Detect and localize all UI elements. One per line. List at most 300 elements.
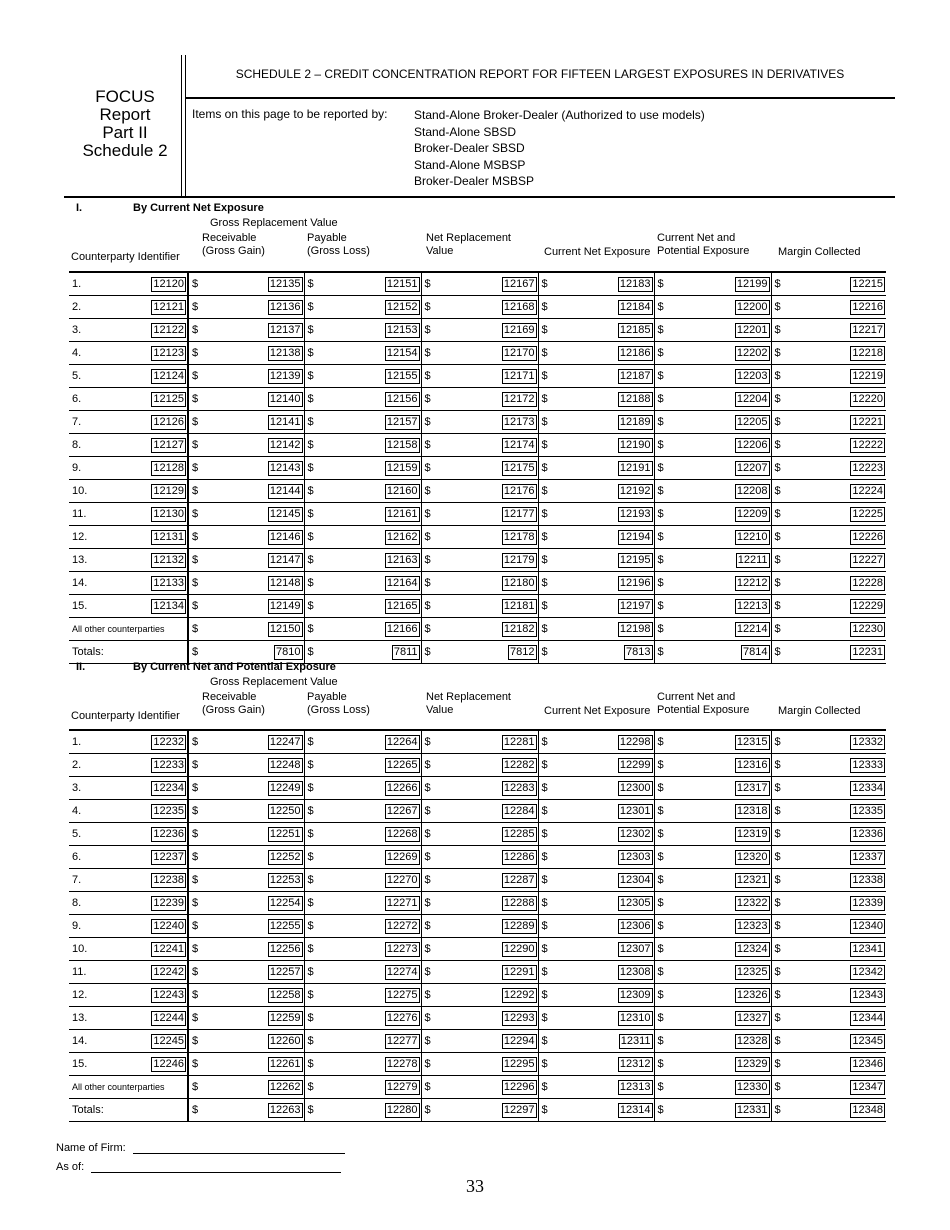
line-item-code[interactable]: 12217 <box>852 323 883 336</box>
line-item-code[interactable]: 12192 <box>619 484 651 497</box>
line-item-code[interactable]: 12318 <box>736 804 768 817</box>
line-item-code[interactable]: 12148 <box>269 576 301 589</box>
line-item-code[interactable]: 12129 <box>153 484 184 497</box>
line-item-code[interactable]: 12262 <box>269 1080 301 1093</box>
line-item-code[interactable]: 12284 <box>503 804 535 817</box>
line-item-code[interactable]: 12299 <box>619 758 651 771</box>
line-item-code[interactable]: 12173 <box>503 415 535 428</box>
amount-cell <box>421 892 538 915</box>
line-item-code[interactable]: 12248 <box>269 758 301 771</box>
dollar-sign: $ <box>541 554 548 566</box>
line-item-code[interactable]: 12159 <box>386 461 418 474</box>
line-item-code[interactable]: 12197 <box>619 599 651 612</box>
line-item-code[interactable]: 12312 <box>619 1057 651 1070</box>
line-item-code[interactable]: 12301 <box>619 804 651 817</box>
dollar-sign: $ <box>192 462 199 474</box>
line-item-code[interactable]: 12135 <box>269 277 301 290</box>
line-item-code[interactable]: 12200 <box>736 300 768 313</box>
line-item-code[interactable]: 12268 <box>386 827 418 840</box>
line-item-code[interactable]: 12315 <box>736 735 768 748</box>
line-item-code[interactable]: 12308 <box>619 965 651 978</box>
line-item-code[interactable]: 12255 <box>269 919 301 932</box>
line-item-code[interactable]: 12275 <box>386 988 418 1001</box>
line-item-code[interactable]: 12233 <box>153 758 184 771</box>
line-item-code[interactable]: 12290 <box>503 942 535 955</box>
dollar-sign: $ <box>657 439 664 451</box>
line-item-code[interactable]: 12147 <box>269 553 301 566</box>
line-item-code[interactable]: 12163 <box>386 553 418 566</box>
line-item-code[interactable]: 12252 <box>269 850 301 863</box>
line-item-code[interactable]: 12124 <box>153 369 184 382</box>
line-item-code[interactable]: 12306 <box>619 919 651 932</box>
line-item-code[interactable]: 12177 <box>503 507 535 520</box>
line-item-code[interactable]: 12196 <box>619 576 651 589</box>
line-item-code[interactable]: 12146 <box>269 530 301 543</box>
line-item-code[interactable]: 12153 <box>386 323 418 336</box>
line-item-code[interactable]: 12220 <box>852 392 883 405</box>
line-item-code[interactable]: 12333 <box>852 758 883 771</box>
line-item-code[interactable]: 12231 <box>852 645 883 658</box>
line-item-code[interactable]: 12210 <box>736 530 768 543</box>
line-item-code[interactable]: 12219 <box>852 369 883 382</box>
line-item-code[interactable]: 12274 <box>386 965 418 978</box>
line-item-code[interactable]: 12273 <box>386 942 418 955</box>
line-item-code[interactable]: 12280 <box>386 1103 418 1116</box>
reporter-item: Broker-Dealer MSBSP <box>414 174 535 188</box>
dollar-sign: $ <box>774 943 781 955</box>
line-item-code[interactable]: 12265 <box>386 758 418 771</box>
row-label: 5. <box>72 828 82 840</box>
line-item-code[interactable]: 12249 <box>269 781 301 794</box>
line-item-code[interactable]: 12195 <box>619 553 651 566</box>
line-item-code[interactable]: 12134 <box>153 599 184 612</box>
line-item-code[interactable]: 12338 <box>852 873 883 886</box>
counterparty-cell <box>69 915 188 938</box>
dollar-sign: $ <box>307 278 314 290</box>
line-item-code[interactable]: 12270 <box>386 873 418 886</box>
line-item-code[interactable]: 12347 <box>852 1080 883 1093</box>
line-item-code[interactable]: 12314 <box>619 1103 651 1116</box>
line-item-code[interactable]: 12158 <box>386 438 418 451</box>
line-item-code[interactable]: 12339 <box>852 896 883 909</box>
line-item-code[interactable]: 12174 <box>503 438 535 451</box>
line-item-code[interactable]: 12156 <box>386 392 418 405</box>
line-item-code[interactable]: 12190 <box>619 438 651 451</box>
line-item-code[interactable]: 12224 <box>852 484 883 497</box>
line-item-code[interactable]: 12125 <box>153 392 184 405</box>
line-item-code[interactable]: 12285 <box>503 827 535 840</box>
line-item-code[interactable]: 12336 <box>852 827 883 840</box>
line-item-code[interactable]: 12207 <box>736 461 768 474</box>
line-item-code[interactable]: 12328 <box>736 1034 768 1047</box>
line-item-code[interactable]: 12216 <box>852 300 883 313</box>
line-item-code[interactable]: 12291 <box>503 965 535 978</box>
amount-cell <box>304 365 421 388</box>
amount-cell <box>771 549 886 572</box>
line-item-code[interactable]: 12120 <box>153 277 184 290</box>
line-item-code[interactable]: 12143 <box>269 461 301 474</box>
dollar-sign: $ <box>192 531 199 543</box>
line-item-code[interactable]: 12234 <box>153 781 184 794</box>
line-item-code[interactable]: 12132 <box>153 553 184 566</box>
line-item-code[interactable]: 12232 <box>153 735 184 748</box>
focus-report-title <box>80 88 170 160</box>
line-item-code[interactable]: 12253 <box>269 873 301 886</box>
line-item-code[interactable]: 12211 <box>737 553 768 566</box>
line-item-code[interactable]: 12327 <box>736 1011 768 1024</box>
line-item-code[interactable]: 12304 <box>619 873 651 886</box>
line-item-code[interactable]: 12182 <box>503 622 535 635</box>
line-item-code[interactable]: 12204 <box>736 392 768 405</box>
line-item-code[interactable]: 12166 <box>386 622 418 635</box>
line-item-code[interactable]: 12208 <box>736 484 768 497</box>
line-item-code[interactable]: 12279 <box>386 1080 418 1093</box>
line-item-code[interactable]: 12303 <box>619 850 651 863</box>
line-item-code[interactable]: 12206 <box>736 438 768 451</box>
amount-cell <box>654 1007 771 1030</box>
line-item-code[interactable]: 12180 <box>503 576 535 589</box>
line-item-code[interactable]: 12130 <box>153 507 184 520</box>
line-item-code[interactable]: 12345 <box>852 1034 883 1047</box>
line-item-code[interactable]: 12239 <box>153 896 184 909</box>
line-item-code[interactable]: 12203 <box>736 369 768 382</box>
table-row <box>69 892 886 915</box>
dollar-sign: $ <box>657 851 664 863</box>
line-item-code[interactable]: 12267 <box>386 804 418 817</box>
line-item-code[interactable]: 12324 <box>736 942 768 955</box>
line-item-code[interactable]: 12188 <box>619 392 651 405</box>
line-item-code[interactable]: 12251 <box>269 827 301 840</box>
line-item-code[interactable]: 7811 <box>393 645 418 658</box>
line-item-code[interactable]: 12198 <box>619 622 651 635</box>
row-label: All other counterparties <box>72 1082 165 1092</box>
line-item-code[interactable]: 12187 <box>619 369 651 382</box>
line-item-code[interactable]: 12258 <box>269 988 301 1001</box>
line-item-code[interactable]: 12322 <box>736 896 768 909</box>
line-item-code[interactable]: 12165 <box>386 599 418 612</box>
line-item-code[interactable]: 12325 <box>736 965 768 978</box>
line-item-code[interactable]: 12244 <box>153 1011 184 1024</box>
as-of-field[interactable] <box>91 1171 341 1173</box>
line-item-code[interactable]: 12121 <box>153 300 184 313</box>
amount-cell <box>538 595 654 618</box>
line-item-code[interactable]: 12172 <box>503 392 535 405</box>
amount-cell <box>188 800 304 823</box>
line-item-code[interactable]: 12227 <box>852 553 883 566</box>
table-row <box>69 296 886 319</box>
line-item-code[interactable]: 12155 <box>386 369 418 382</box>
table-row <box>69 411 886 434</box>
firm-name-field[interactable] <box>133 1152 345 1154</box>
amount-cell <box>771 1076 886 1099</box>
line-item-code[interactable]: 12131 <box>153 530 184 543</box>
line-item-code[interactable]: 12176 <box>503 484 535 497</box>
dollar-sign: $ <box>424 485 431 497</box>
line-item-code[interactable]: 12288 <box>503 896 535 909</box>
line-item-code[interactable]: 12337 <box>852 850 883 863</box>
line-item-code[interactable]: 12309 <box>619 988 651 1001</box>
line-item-code[interactable]: 12194 <box>619 530 651 543</box>
line-item-code[interactable]: 12154 <box>386 346 418 359</box>
line-item-code[interactable]: 12247 <box>269 735 301 748</box>
line-item-code[interactable]: 12164 <box>386 576 418 589</box>
line-item-code[interactable]: 12214 <box>736 622 768 635</box>
line-item-code[interactable]: 12222 <box>852 438 883 451</box>
line-item-code[interactable]: 12193 <box>619 507 651 520</box>
dollar-sign: $ <box>774 554 781 566</box>
line-item-code[interactable]: 7812 <box>510 645 535 658</box>
line-item-code[interactable]: 12238 <box>153 873 184 886</box>
line-item-code[interactable]: 12150 <box>269 622 301 635</box>
counterparty-cell <box>69 272 188 296</box>
dollar-sign: $ <box>307 966 314 978</box>
line-item-code[interactable]: 12161 <box>386 507 418 520</box>
line-item-code[interactable]: 12276 <box>386 1011 418 1024</box>
dollar-sign: $ <box>307 943 314 955</box>
line-item-code[interactable]: 12348 <box>852 1103 883 1116</box>
line-item-code[interactable]: 12323 <box>736 919 768 932</box>
amount-cell <box>304 800 421 823</box>
line-item-code[interactable]: 12126 <box>153 415 184 428</box>
line-item-code[interactable]: 12263 <box>269 1103 301 1116</box>
line-item-code[interactable]: 12310 <box>619 1011 651 1024</box>
line-item-code[interactable]: 12283 <box>503 781 535 794</box>
amount-cell <box>654 984 771 1007</box>
line-item-code[interactable]: 12179 <box>503 553 535 566</box>
line-item-code[interactable]: 12300 <box>619 781 651 794</box>
line-item-code[interactable]: 12236 <box>153 827 184 840</box>
line-item-code[interactable]: 12157 <box>386 415 418 428</box>
amount-cell <box>538 800 654 823</box>
line-item-code[interactable]: 12321 <box>736 873 768 886</box>
line-item-code[interactable]: 12170 <box>503 346 535 359</box>
line-item-code[interactable]: 12149 <box>269 599 301 612</box>
amount-cell <box>654 342 771 365</box>
line-item-code[interactable]: 12221 <box>852 415 883 428</box>
line-item-code[interactable]: 12344 <box>852 1011 883 1024</box>
line-item-code[interactable]: 12335 <box>852 804 883 817</box>
dollar-sign: $ <box>307 805 314 817</box>
dollar-sign: $ <box>657 485 664 497</box>
line-item-code[interactable]: 12122 <box>153 323 184 336</box>
dollar-sign: $ <box>192 1035 199 1047</box>
line-item-code[interactable]: 12201 <box>736 323 768 336</box>
line-item-code[interactable]: 12341 <box>852 942 883 955</box>
amount-cell <box>538 365 654 388</box>
line-item-code[interactable]: 12240 <box>153 919 184 932</box>
line-item-code[interactable]: 12266 <box>386 781 418 794</box>
line-item-code[interactable]: 12254 <box>269 896 301 909</box>
dollar-sign: $ <box>657 759 664 771</box>
line-item-code[interactable]: 12311 <box>620 1034 651 1047</box>
line-item-code[interactable]: 12183 <box>619 277 651 290</box>
line-item-code[interactable]: 12141 <box>269 415 301 428</box>
amount-cell <box>538 272 654 296</box>
line-item-code[interactable]: 12171 <box>503 369 535 382</box>
line-item-code[interactable]: 12162 <box>386 530 418 543</box>
line-item-code[interactable]: 12137 <box>269 323 301 336</box>
dollar-sign: $ <box>541 646 548 658</box>
amount-cell <box>538 526 654 549</box>
line-item-code[interactable]: 12218 <box>852 346 883 359</box>
line-item-code[interactable]: 12243 <box>153 988 184 1001</box>
payable-header: Payable (Gross Loss) <box>307 691 370 716</box>
line-item-code[interactable]: 12181 <box>503 599 535 612</box>
line-item-code[interactable]: 12259 <box>269 1011 301 1024</box>
line-item-code[interactable]: 12346 <box>852 1057 883 1070</box>
dollar-sign: $ <box>774 600 781 612</box>
line-item-code[interactable]: 12127 <box>153 438 184 451</box>
line-item-code[interactable]: 12294 <box>503 1034 535 1047</box>
line-item-code[interactable]: 12264 <box>386 735 418 748</box>
dollar-sign: $ <box>307 874 314 886</box>
line-item-code[interactable]: 12140 <box>269 392 301 405</box>
line-item-code[interactable]: 12142 <box>269 438 301 451</box>
dollar-sign: $ <box>657 736 664 748</box>
line-item-code[interactable]: 12237 <box>153 850 184 863</box>
line-item-code[interactable]: 12313 <box>619 1080 651 1093</box>
line-item-code[interactable]: 12139 <box>269 369 301 382</box>
line-item-code[interactable]: 12245 <box>153 1034 184 1047</box>
line-item-code[interactable]: 12241 <box>153 942 184 955</box>
line-item-code[interactable]: 12319 <box>736 827 768 840</box>
line-item-code[interactable]: 12269 <box>386 850 418 863</box>
line-item-code[interactable]: 12261 <box>269 1057 301 1070</box>
line-item-code[interactable]: 12184 <box>619 300 651 313</box>
row-label: 12. <box>72 531 88 543</box>
dollar-sign: $ <box>192 920 199 932</box>
line-item-code[interactable]: 12250 <box>269 804 301 817</box>
line-item-code[interactable]: 12225 <box>852 507 883 520</box>
line-item-code[interactable]: 12332 <box>852 735 883 748</box>
amount-cell <box>421 411 538 434</box>
line-item-code[interactable]: 12213 <box>736 599 768 612</box>
line-item-code[interactable]: 12271 <box>386 896 418 909</box>
line-item-code[interactable]: 12287 <box>503 873 535 886</box>
line-item-code[interactable]: 12260 <box>269 1034 301 1047</box>
line-item-code[interactable]: 7814 <box>743 645 768 658</box>
line-item-code[interactable]: 7813 <box>626 645 651 658</box>
line-item-code[interactable]: 12152 <box>386 300 418 313</box>
line-item-code[interactable]: 12302 <box>619 827 651 840</box>
line-item-code[interactable]: 12205 <box>736 415 768 428</box>
dollar-sign: $ <box>657 1104 664 1116</box>
amount-cell <box>654 457 771 480</box>
amount-cell <box>188 526 304 549</box>
line-item-code[interactable]: 12343 <box>852 988 883 1001</box>
line-item-code[interactable]: 12133 <box>153 576 184 589</box>
line-item-code[interactable]: 12191 <box>619 461 651 474</box>
dollar-sign: $ <box>774 782 781 794</box>
line-item-code[interactable]: 12128 <box>153 461 184 474</box>
counterparty-cell <box>69 434 188 457</box>
dollar-sign: $ <box>192 1012 199 1024</box>
dollar-sign: $ <box>424 828 431 840</box>
line-item-code[interactable]: 12307 <box>619 942 651 955</box>
line-item-code[interactable]: 12138 <box>269 346 301 359</box>
line-item-code[interactable]: 12242 <box>153 965 184 978</box>
line-item-code[interactable]: 12246 <box>153 1057 184 1070</box>
amount-cell <box>304 915 421 938</box>
counterparty-cell <box>69 869 188 892</box>
amount-cell <box>304 869 421 892</box>
line-item-code[interactable]: 12334 <box>852 781 883 794</box>
line-item-code[interactable]: 12168 <box>503 300 535 313</box>
line-item-code[interactable]: 12228 <box>852 576 883 589</box>
line-item-code[interactable]: 7810 <box>276 645 301 658</box>
focus-line: Part II <box>102 123 148 142</box>
line-item-code[interactable]: 12286 <box>503 850 535 863</box>
line-item-code[interactable]: 12160 <box>386 484 418 497</box>
line-item-code[interactable]: 12230 <box>852 622 883 635</box>
line-item-code[interactable]: 12256 <box>269 942 301 955</box>
line-item-code[interactable]: 12186 <box>619 346 651 359</box>
line-item-code[interactable]: 12297 <box>503 1103 535 1116</box>
line-item-code[interactable]: 12145 <box>269 507 301 520</box>
line-item-code[interactable]: 12330 <box>736 1080 768 1093</box>
line-item-code[interactable]: 12175 <box>503 461 535 474</box>
line-item-code[interactable]: 12169 <box>503 323 535 336</box>
line-item-code[interactable]: 12298 <box>619 735 651 748</box>
line-item-code[interactable]: 12292 <box>503 988 535 1001</box>
line-item-code[interactable]: 12226 <box>852 530 883 543</box>
line-item-code[interactable]: 12215 <box>852 277 883 290</box>
line-item-code[interactable]: 12212 <box>736 576 768 589</box>
line-item-code[interactable]: 12289 <box>503 919 535 932</box>
line-item-code[interactable]: 12281 <box>503 735 535 748</box>
line-item-code[interactable]: 12202 <box>736 346 768 359</box>
line-item-code[interactable]: 12185 <box>619 323 651 336</box>
amount-cell <box>654 1053 771 1076</box>
line-item-code[interactable]: 12235 <box>153 804 184 817</box>
line-item-code[interactable]: 12151 <box>386 277 418 290</box>
counterparty-cell <box>69 342 188 365</box>
line-item-code[interactable]: 12342 <box>852 965 883 978</box>
amount-cell <box>771 296 886 319</box>
line-item-code[interactable]: 12278 <box>386 1057 418 1070</box>
line-item-code[interactable]: 12167 <box>503 277 535 290</box>
amount-cell <box>188 342 304 365</box>
line-item-code[interactable]: 12257 <box>269 965 301 978</box>
dollar-sign: $ <box>307 1081 314 1093</box>
line-item-code[interactable]: 12272 <box>386 919 418 932</box>
table-row <box>69 457 886 480</box>
line-item-code[interactable]: 12295 <box>503 1057 535 1070</box>
line-item-code[interactable]: 12199 <box>736 277 768 290</box>
line-item-code[interactable]: 12317 <box>736 781 768 794</box>
line-item-code[interactable]: 12320 <box>736 850 768 863</box>
line-item-code[interactable]: 12123 <box>153 346 184 359</box>
line-item-code[interactable]: 12340 <box>852 919 883 932</box>
line-item-code[interactable]: 12305 <box>619 896 651 909</box>
line-item-code[interactable]: 12136 <box>269 300 301 313</box>
line-item-code[interactable]: 12293 <box>503 1011 535 1024</box>
line-item-code[interactable]: 12326 <box>736 988 768 1001</box>
line-item-code[interactable]: 12316 <box>736 758 768 771</box>
line-item-code[interactable]: 12223 <box>852 461 883 474</box>
line-item-code[interactable]: 12277 <box>386 1034 418 1047</box>
line-item-code[interactable]: 12209 <box>736 507 768 520</box>
line-item-code[interactable]: 12144 <box>269 484 301 497</box>
counterparty-cell <box>69 319 188 342</box>
line-item-code[interactable]: 12282 <box>503 758 535 771</box>
line-item-code[interactable]: 12178 <box>503 530 535 543</box>
line-item-code[interactable]: 12296 <box>503 1080 535 1093</box>
line-item-code[interactable]: 12331 <box>736 1103 768 1116</box>
line-item-code[interactable]: 12189 <box>619 415 651 428</box>
line-item-code[interactable]: 12329 <box>736 1057 768 1070</box>
line-item-code[interactable]: 12229 <box>852 599 883 612</box>
